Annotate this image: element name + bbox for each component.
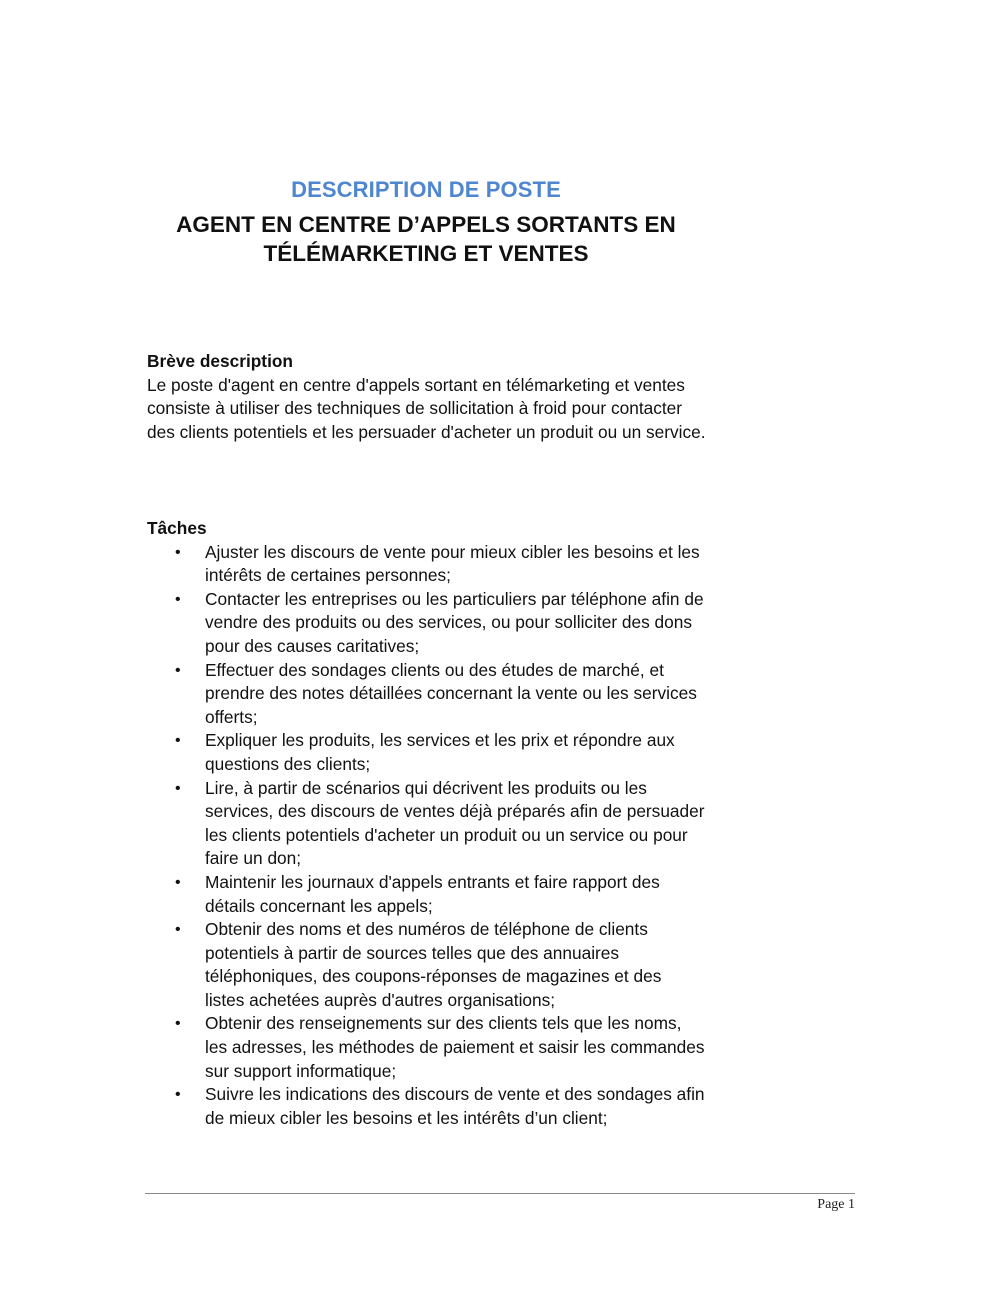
bullet-icon: • xyxy=(175,732,181,750)
tasks-section xyxy=(147,517,707,1130)
job-title-line-1: AGENT EN CENTRE D’APPELS SORTANTS EN xyxy=(176,212,676,237)
task-item xyxy=(147,588,705,659)
page-number: Page 1 xyxy=(817,1197,855,1212)
task-item xyxy=(147,1012,705,1083)
bullet-icon: • xyxy=(175,661,181,679)
summary-body: Le poste d'agent en centre d'appels sortant en télémarketing et ventes consiste à utiliser des techniques de sollicitation à froid pour contacter des clients potentiels et les persuader d'acheter un produit ou un service. xyxy=(147,374,706,442)
task-text: Obtenir des renseignements sur des clients tels que les noms, les adresses, les méthodes de paiement et saisir les commandes sur support informatique; xyxy=(205,1013,705,1081)
tasks-heading: Tâches xyxy=(147,518,207,538)
bullet-icon: • xyxy=(175,1015,181,1033)
task-item xyxy=(147,659,705,730)
task-text: Suivre les indications des discours de vente et des sondages afin de mieux cibler les besoins et les intérêts d’un client; xyxy=(205,1084,705,1128)
bullet-icon: • xyxy=(175,873,181,891)
document-title: DESCRIPTION DE POSTE xyxy=(291,177,561,202)
task-list xyxy=(147,541,707,1131)
task-item xyxy=(147,541,705,588)
task-item xyxy=(147,871,705,918)
task-text: Ajuster les discours de vente pour mieux cibler les besoins et les intérêts de certaines personnes; xyxy=(205,541,700,586)
task-text: Lire, à partir de scénarios qui décrivent les produits ou les services, des discours de ventes déjà préparés afin de persuader les clients potentiels d'acheter un produit ou un service ou pour faire un don; xyxy=(205,777,705,869)
task-text: Effectuer des sondages clients ou des études de marché, et prendre des notes détaillées concernant la vente ou les services offerts; xyxy=(205,659,697,727)
summary-heading: Brève description xyxy=(147,351,293,371)
task-text: Obtenir des noms et des numéros de téléphone de clients potentiels à partir de sources telles que des annuaires téléphoniques, des coupons-réponses de magazines et des listes achetées auprès d'autres organisations; xyxy=(205,919,662,1010)
bullet-icon: • xyxy=(175,921,181,939)
footer-divider xyxy=(145,1193,855,1194)
bullet-icon: • xyxy=(175,543,181,561)
task-text: Expliquer les produits, les services et les prix et répondre aux questions des clients; xyxy=(205,730,675,774)
task-text: Contacter les entreprises ou les particuliers par téléphone afin de vendre des produits ou des services, ou pour solliciter des dons pour des causes caritatives; xyxy=(205,588,704,656)
job-title-line-2: TÉLÉMARKETING ET VENTES xyxy=(263,241,589,266)
task-text: Maintenir les journaux d'appels entrants et faire rapport des détails concernant les appels; xyxy=(205,871,660,916)
task-item xyxy=(147,777,705,871)
bullet-icon: • xyxy=(175,1086,181,1104)
job-title xyxy=(0,210,852,268)
summary-section xyxy=(147,350,707,444)
task-item xyxy=(147,1083,705,1130)
bullet-icon: • xyxy=(175,590,181,608)
task-item xyxy=(147,918,705,1012)
task-item xyxy=(147,729,705,776)
bullet-icon: • xyxy=(175,779,181,797)
